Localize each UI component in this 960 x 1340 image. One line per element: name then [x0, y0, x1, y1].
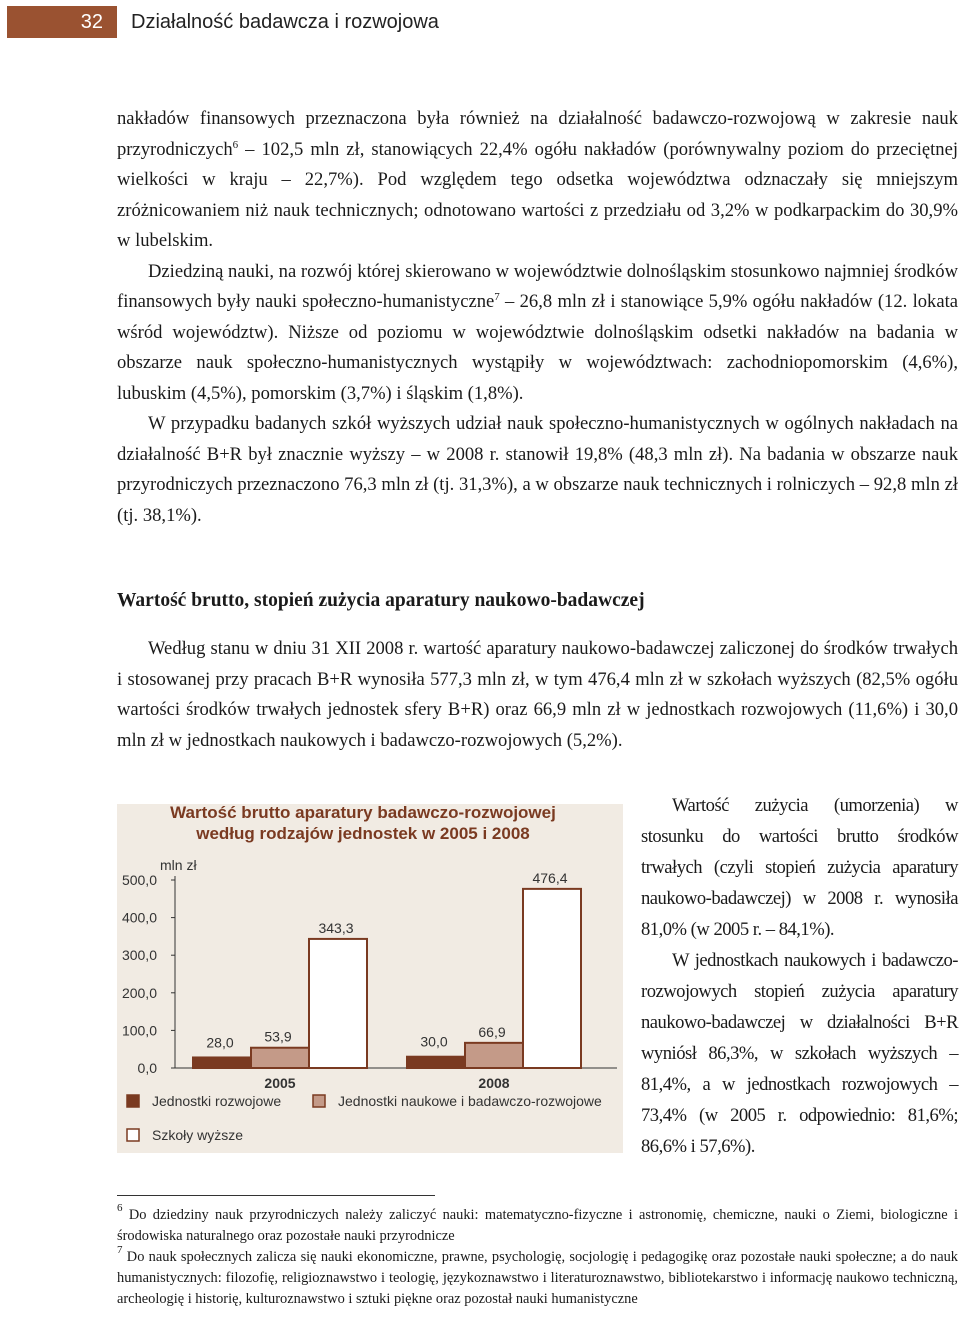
bar: [309, 939, 367, 1068]
y-tick-label: 400,0: [121, 909, 157, 926]
legend-swatch: [127, 1095, 139, 1107]
section-header-title: Działalność badawcza i rozwojowa: [131, 10, 439, 33]
paragraph-1-text-b: – 102,5 mln zł, stanowiących 22,4% ogółu nakładów (porównywalny poziom do przeciętnej wielkości w kraju – 22,7%). Pod względem tego odsetka województwa odznaczały się mniejszym zróżnicowaniem niż nauk technicznych; odnotowano wartości z przedziału od 3,2% w podkarpackim do 30,9% w lubelskim.: [117, 138, 958, 251]
legend-label: Jednostki naukowe i badawczo-rozwojowe: [338, 1093, 602, 1109]
bar-value-label: 28,0: [206, 1034, 234, 1051]
bar: [523, 889, 581, 1068]
legend-swatch: [127, 1129, 139, 1141]
section-title: Wartość brutto, stopień zużycia aparatury naukowo-badawczej: [117, 590, 645, 611]
y-tick-label: 200,0: [121, 984, 157, 1001]
footnote-6-text: Do dziedziny nauk przyrodniczych należy zaliczyć nauki: matematyczno-fizyczne i astronomię, chemiczne, nauki o Ziemi, biologiczne i środowiska naturalnego oraz pozostałe nauki przyrodnicze: [117, 1207, 958, 1244]
body-text-top: [117, 104, 958, 531]
x-category-label: 2005: [264, 1075, 296, 1091]
footnotes: [117, 1202, 958, 1310]
bar-chart: [117, 804, 623, 1153]
footnote-6: [117, 1202, 958, 1247]
legend-swatch: [313, 1095, 325, 1107]
footnote-ref-7: 7: [494, 291, 500, 303]
side-paragraph-2: W jednostkach naukowych i badawczo-rozwojowych stopień zużycia aparatury naukowo-badawczej w działalności B+R wyniósł 86,3%, w szkołach wyższych – 81,4%, a w jednostkach rozwojowych – 73,4% (w 2005 r. odpowiednio: 81,6%; 86,6% i 57,6%).: [641, 950, 958, 1157]
footnote-6-number: 6: [117, 1202, 123, 1214]
y-tick-label: 500,0: [121, 872, 157, 888]
y-tick-label: 0,0: [137, 1060, 157, 1076]
chart-svg: [117, 804, 623, 1153]
bar: [407, 1057, 465, 1068]
paragraph-2-text-a: Dziedziną nauki, na rozwój której skierowano w województwie dolnośląskim stosunkowo najmniej środków finansowych były nauki społeczno-humanistyczne: [117, 260, 958, 312]
bar-value-label: 343,3: [318, 919, 354, 936]
footnote-7: [117, 1244, 958, 1310]
paragraph-2-text-b: – 26,8 mln zł i stanowiące 5,9% ogółu nakładów (12. lokata wśród województw). Niższe od poziomu w województwie dolnośląskim odsetki nakładów na badania w obszarze nauk społeczno-humanistycznych wystąpiły w województwach: zachodniopomorskim (4,6%), lubuskim (4,5%), pomorskim (3,7%) i śląskim (1,8%).: [117, 291, 958, 404]
bar: [465, 1043, 523, 1068]
side-paragraph-1: Wartość zużycia (umorzenia) w stosunku do wartości brutto środków trwałych (czyli stopień zużycia aparatury naukowo-badawczej) w 2008 r. wynosiła 81,0% (w 2005 r. – 84,1%).: [641, 795, 958, 940]
y-tick-label: 100,0: [121, 1022, 157, 1039]
legend-label: Jednostki rozwojowe: [152, 1093, 282, 1109]
paragraph-2: [117, 257, 958, 410]
footnote-7-text: Do nauk społecznych zalicza się nauki ekonomiczne, prawne, psychologię, socjologię i pedagogikę oraz pozostałe nauki społeczne; a do nauk humanistycznych: filozofię, religioznawstwo i teologię, językoznawstwo i literaturoznawstwo, bibliotekarstwo i informację naukowo techniczną, archeologię i historię, kulturoznawstwo i sztuki piękne oraz pozostał nauki humanistyczne: [117, 1249, 958, 1307]
footnote-ref-6: 6: [232, 138, 239, 151]
paragraph-3: W przypadku badanych szkół wyższych udział nauk społeczno-humanistycznych w ogólnych nakładach na działalność B+R był znacznie wyższy – w 2008 r. stanowił 19,8% (48,3 mln zł). Na badania w obszarze nauk przyrodniczych przeznaczono 76,3 mln zł (tj. 31,3%), a w obszarze nauk technicznych i rolniczych – 92,8 mln zł (tj. 38,1%).: [117, 413, 958, 526]
paragraph-1-text-a: nakładów finansowych przeznaczona była również na działalność badawczo-rozwojową w zakresie nauk przyrodniczych: [117, 108, 958, 160]
side-text: [641, 790, 958, 1162]
bar-value-label: 30,0: [420, 1033, 448, 1050]
bar: [251, 1048, 309, 1068]
legend-label: Szkoły wyższe: [152, 1127, 244, 1143]
bar-value-label: 53,9: [264, 1028, 292, 1045]
bar-value-label: 66,9: [478, 1023, 506, 1040]
body-text-middle: [117, 634, 958, 756]
footnote-rule: [117, 1195, 435, 1196]
paragraph-1: [117, 104, 958, 257]
y-axis-unit-label: mln zł: [160, 857, 197, 873]
bar-value-label: 476,4: [532, 869, 568, 886]
paragraph-4: Według stanu w dniu 31 XII 2008 r. wartość aparatury naukowo-badawczej zaliczonej do środków trwałych i stosowanej przy pracach B+R wynosiła 577,3 mln zł, w tym 476,4 mln zł w szkołach wyższych (82,5% ogółu wartości środków trwałych jednostek sfery B+R) oraz 66,9 mln zł w jednostkach rozwojowych (11,6%) i 30,0 mln zł w jednostkach naukowych i badawczo-rozwojowych (5,2%).: [117, 638, 958, 751]
chart-title-line-1: Wartość brutto aparatury badawczo-rozwojowej: [170, 804, 556, 822]
chart-title-line-2: według rodzajów jednostek w 2005 i 2008: [196, 824, 530, 843]
page-header: [7, 6, 439, 38]
footnote-7-number: 7: [117, 1244, 123, 1256]
page-number: 32: [7, 6, 117, 38]
bar: [193, 1057, 251, 1068]
x-category-label: 2008: [478, 1075, 510, 1091]
y-tick-label: 300,0: [121, 947, 157, 964]
